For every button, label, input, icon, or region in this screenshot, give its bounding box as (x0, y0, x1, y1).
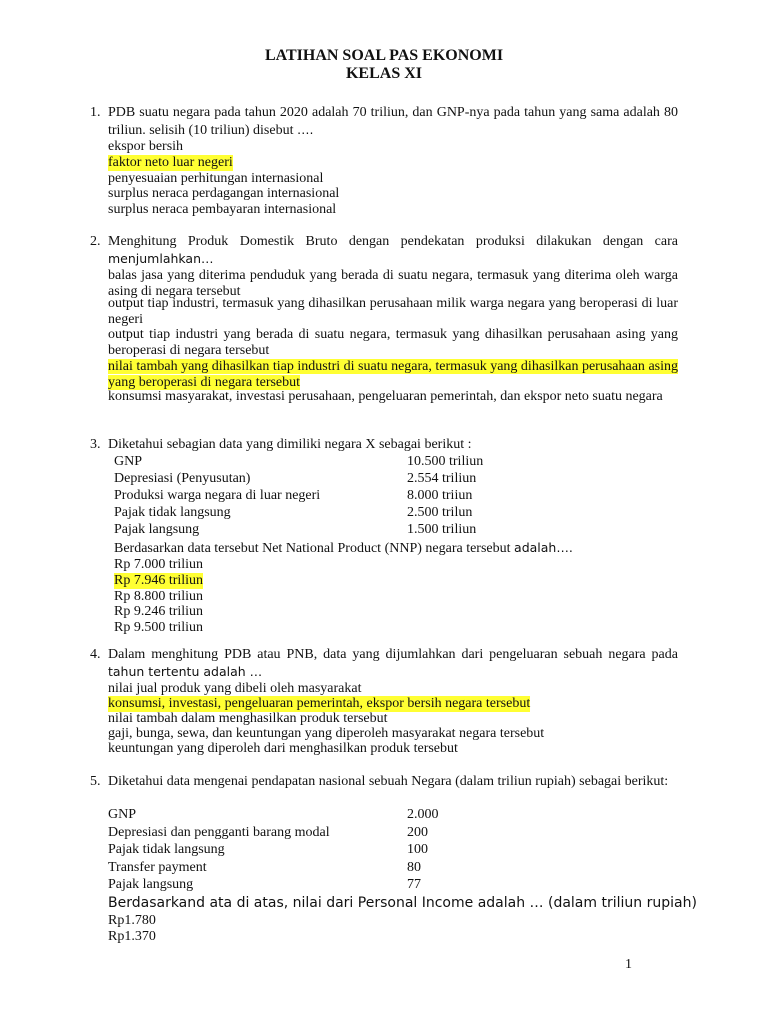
q2-number: 2. (90, 234, 101, 249)
q5-data-label: Depresiasi dan pengganti barang modal (108, 825, 330, 840)
q1-text: PDB suatu negara pada tahun 2020 adalah 70 triliun, dan GNP-nya pada tahun yang sama adalah 80 triliun. selisih (10 triliun) disebut …. (108, 105, 678, 138)
q5-data-value: 77 (407, 877, 421, 892)
q1-option-a: ekspor bersih (108, 139, 184, 154)
q3-data-value: 2.554 triliun (407, 471, 477, 486)
q5-data-value: 100 (407, 842, 428, 857)
q3-data-value: 8.000 triiun (407, 488, 473, 503)
q3-data-label: Depresiasi (Penyusutan) (114, 471, 251, 486)
q1-option-b-answer: faktor neto luar negeri (108, 155, 233, 170)
q4-option-c: nilai tambah dalam menghasilkan produk tersebut (108, 711, 388, 726)
q3-data-label: Pajak langsung (114, 522, 200, 537)
q2-option-b: output tiap industri, termasuk yang dihasilkan perusahaan milik warga negara yang beroperasi di luar negeri (108, 296, 678, 327)
q3-data-value: 2.500 trilun (407, 505, 473, 520)
q4-option-e: keuntungan yang diperoleh dari menghasilkan produk tersebut (108, 741, 458, 756)
q5-text: Diketahui data mengenai pendapatan nasional sebuah Negara (dalam triliun rupiah) sebagai berikut: (108, 774, 669, 789)
q4-option-d: gaji, bunga, sewa, dan keuntungan yang diperoleh masyarakat negara tersebut (108, 726, 545, 741)
q2-option-e: konsumsi masyarakat, investasi perusahaan, pengeluaran pemerintah, dan ekspor neto suatu negara (108, 389, 663, 404)
q4-option-a: nilai jual produk yang dibeli oleh masyarakat (108, 681, 362, 696)
q3-number: 3. (90, 437, 101, 452)
doc-subtitle: KELAS XI (345, 65, 423, 82)
q5-data-label: Transfer payment (108, 860, 207, 875)
page-number: 1 (625, 957, 632, 972)
q2-text: Menghitung Produk Domestik Bruto dengan pendekatan produksi dilakukan dengan cara menjumlahkan… (108, 234, 678, 266)
q2-option-a: balas jasa yang diterima penduduk yang berada di suatu negara, termasuk yang diterima oleh warga asing di negara tersebut (108, 268, 678, 299)
q5-option-b: Rp1.370 (108, 929, 156, 944)
q1-option-e: surplus neraca pembayaran internasional (108, 202, 337, 217)
q5-data-label: Pajak tidak langsung (108, 842, 225, 857)
q3-data-label: Pajak tidak langsung (114, 505, 231, 520)
q2-option-c: output tiap industri yang berada di suatu negara, termasuk yang dihasilkan perusahaan asing yang beroperasi di negara tersebut (108, 327, 678, 358)
q5-data-value: 200 (407, 825, 428, 840)
q3-option-a: Rp 7.000 triliun (114, 557, 204, 572)
q5-question: Berdasarkand ata di atas, nilai dari Personal Income adalah … (dalam triliun rupiah) (108, 895, 697, 911)
q3-option-e: Rp 9.500 triliun (114, 620, 204, 635)
q4-number: 4. (90, 647, 101, 662)
q5-data-label: Pajak langsung (108, 877, 194, 892)
q3-text: Diketahui sebagian data yang dimiliki negara X sebagai berikut : (108, 437, 472, 452)
q5-data-value: 2.000 (407, 807, 439, 822)
q4-text: Dalam menghitung PDB atau PNB, data yang dijumlahkan dari pengeluaran sebuah negara pada tahun tertentu adalah … (108, 647, 678, 679)
q3-option-d: Rp 9.246 triliun (114, 604, 204, 619)
q4-option-b-answer: konsumsi, investasi, pengeluaran pemerintah, ekspor bersih negara tersebut (108, 696, 531, 711)
q5-data-value: 80 (407, 860, 421, 875)
q5-data-label: GNP (108, 807, 137, 822)
q5-option-a: Rp1.780 (108, 913, 156, 928)
q3-option-b-answer: Rp 7.946 triliun (114, 573, 204, 588)
q3-data-value: 10.500 triliun (407, 454, 484, 469)
q3-option-c: Rp 8.800 triliun (114, 589, 204, 604)
q5-number: 5. (90, 774, 101, 789)
q3-question: Berdasarkan data tersebut Net National Product (NNP) negara tersebut adalah…. (114, 540, 573, 556)
q2-option-d-answer: nilai tambah yang dihasilkan tiap industri di suatu negara, termasuk yang dihasilkan perusahaan asing yang beroperasi di negara tersebut (108, 359, 678, 390)
doc-title: LATIHAN SOAL PAS EKONOMI (264, 47, 504, 64)
q3-data-value: 1.500 triliun (407, 522, 477, 537)
q1-option-c: penyesuaian perhitungan internasional (108, 171, 324, 186)
q1-number: 1. (90, 105, 101, 120)
q1-option-d: surplus neraca perdagangan internasional (108, 186, 340, 201)
q3-data-label: GNP (114, 454, 143, 469)
q3-data-label: Produksi warga negara di luar negeri (114, 488, 321, 503)
